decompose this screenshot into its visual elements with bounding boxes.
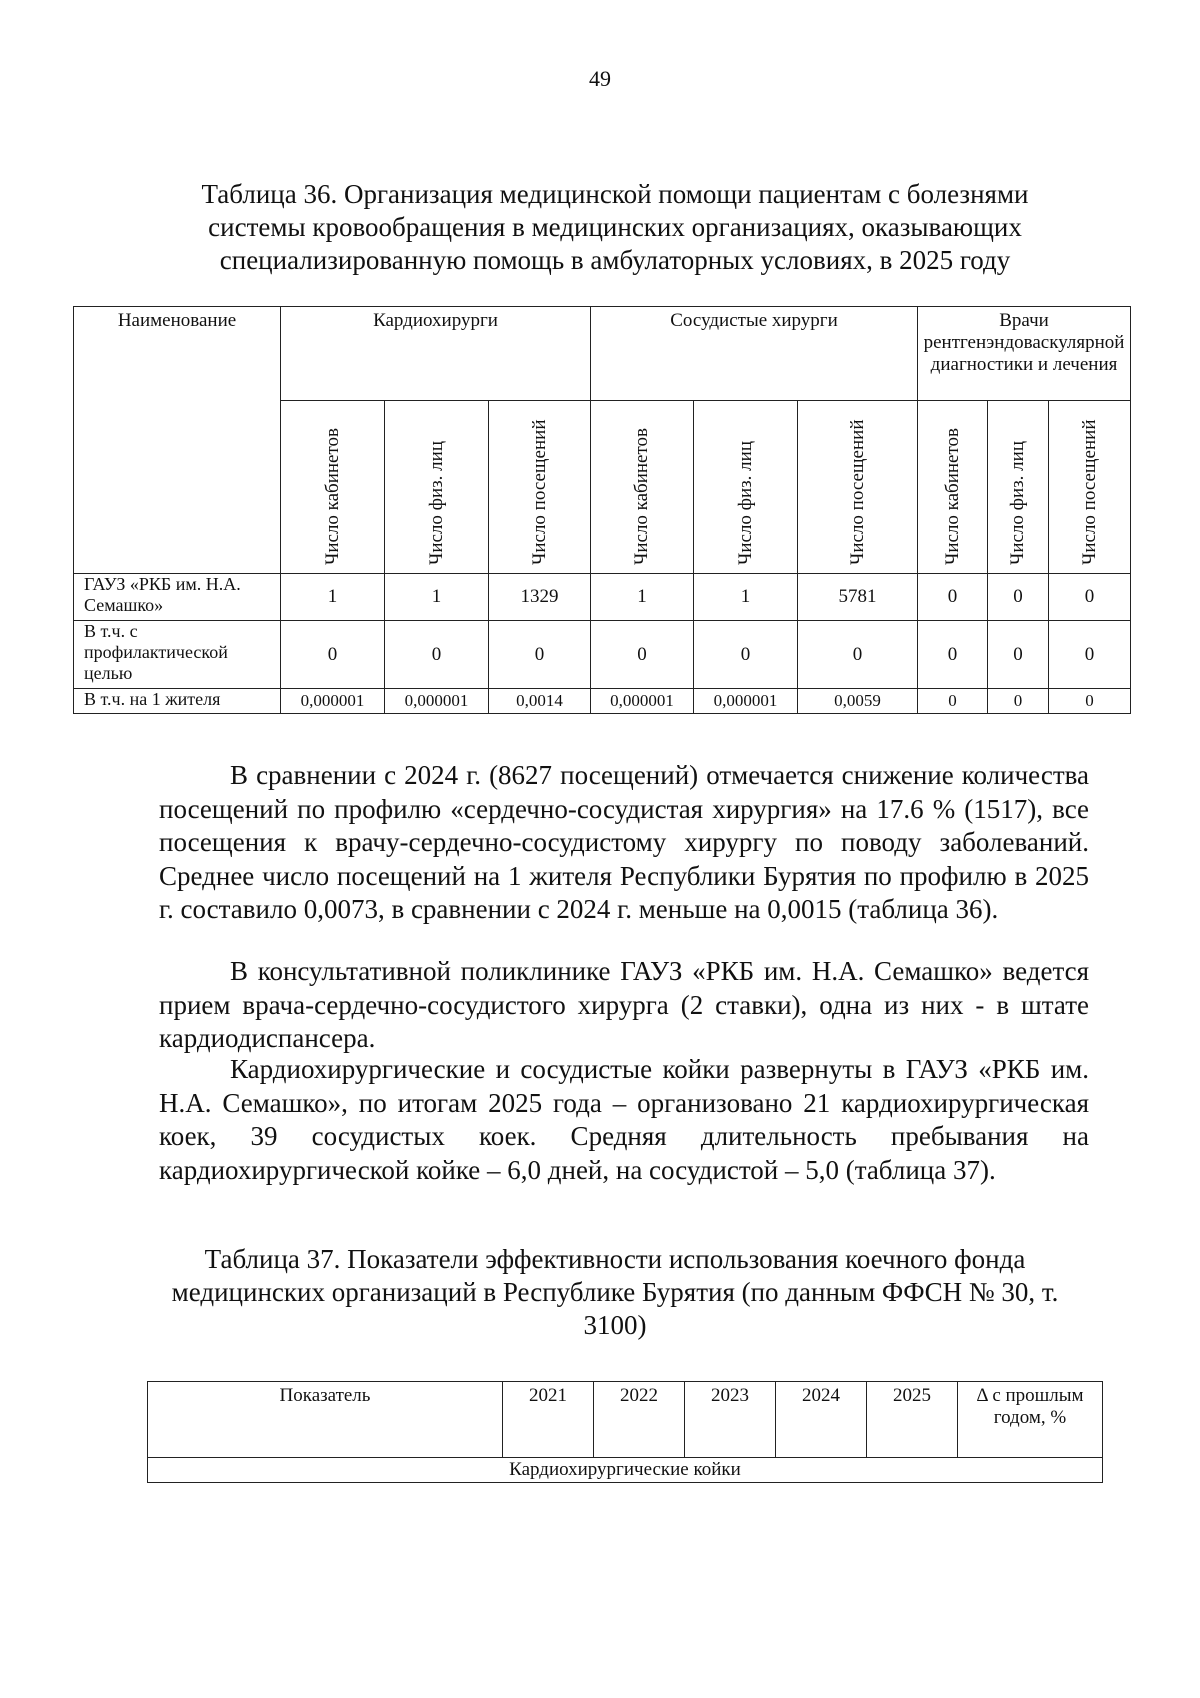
table-cell: 0 xyxy=(1049,574,1131,621)
table-cell: 5781 xyxy=(798,574,918,621)
paragraph xyxy=(159,759,1089,927)
table-section-row xyxy=(148,1458,1103,1483)
table-header-row xyxy=(148,1382,1103,1458)
row-label: В т.ч. с профилактической целью xyxy=(74,621,281,689)
table-cell: 0 xyxy=(1049,621,1131,689)
table-cell: 0 xyxy=(591,621,694,689)
col-header: Δ с прошлым годом, % xyxy=(958,1382,1103,1458)
col-header: 2022 xyxy=(594,1382,685,1458)
table-cell: 1 xyxy=(281,574,385,621)
subcol-header: Число физ. лиц xyxy=(694,401,798,574)
table-36-caption: Таблица 36. Организация медицинской помощи пациентам с болезнями системы кровообращения в медицинских организациях, оказывающих специализированную помощь в амбулаторных условиях, в 2025 году xyxy=(201,179,1029,275)
table-cell: 0 xyxy=(281,621,385,689)
table-cell: 1329 xyxy=(489,574,591,621)
table-cell: 0,000001 xyxy=(281,689,385,714)
table-cell: 1 xyxy=(385,574,489,621)
table-cell: 0 xyxy=(918,574,988,621)
table-cell: 1 xyxy=(591,574,694,621)
table-cell: 0 xyxy=(918,689,988,714)
paragraph xyxy=(159,1053,1089,1187)
section-label: Кардиохирургические койки xyxy=(148,1458,1103,1483)
table-37-caption: Таблица 37. Показатели эффективности использования коечного фонда медицинских организаций в Республике Бурятия (по данным ФФСН № 30, т. 3100) xyxy=(171,1244,1059,1340)
subcol-header: Число кабинетов xyxy=(281,401,385,574)
subcol-header: Число кабинетов xyxy=(918,401,988,574)
subcol-header: Число посещений xyxy=(489,401,591,574)
col-header: 2024 xyxy=(776,1382,867,1458)
table-cell: 0 xyxy=(918,621,988,689)
table-cell: 0,0014 xyxy=(489,689,591,714)
table-cell: 0 xyxy=(988,689,1049,714)
paragraph xyxy=(159,955,1089,1056)
table-36 xyxy=(73,306,1131,714)
table-cell: 0 xyxy=(385,621,489,689)
table-row xyxy=(74,574,1131,621)
col-header: 2023 xyxy=(685,1382,776,1458)
subcol-header: Число кабинетов xyxy=(591,401,694,574)
table-cell: 1 xyxy=(694,574,798,621)
table-row xyxy=(74,621,1131,689)
group-header-cardiosurgeons: Кардиохирурги xyxy=(281,307,591,401)
col-header: 2021 xyxy=(503,1382,594,1458)
paragraph-text: В консультативной поликлинике ГАУЗ «РКБ им. Н.А. Семашко» ведется прием врача-сердечно-сосудистого хирурга (2 ставки), одна из них - в штате кардиодиспансера. xyxy=(159,956,1089,1053)
table-cell: 0,000001 xyxy=(591,689,694,714)
paragraph-text: В сравнении с 2024 г. (8627 посещений) отмечается снижение количества посещений по профилю «сердечно-сосудистая хирургия» на 17.6 % (1517), все посещения к врачу-сердечно-сосудистому хирургу по поводу заболеваний. Среднее число посещений на 1 жителя Республики Бурятия по профилю в 2025 г. составило 0,0073, в сравнении с 2024 г. меньше на 0,0015 (таблица 36). xyxy=(159,760,1089,924)
table-row xyxy=(74,689,1131,714)
row-label: ГАУЗ «РКБ им. Н.А. Семашко» xyxy=(74,574,281,621)
row-label: В т.ч. на 1 жителя xyxy=(74,689,281,714)
page-number: 49 xyxy=(589,66,611,91)
subcol-header: Число посещений xyxy=(1049,401,1131,574)
table-cell: 0,000001 xyxy=(694,689,798,714)
subcol-header: Число посещений xyxy=(798,401,918,574)
table-37 xyxy=(147,1381,1103,1483)
table-cell: 0,0059 xyxy=(798,689,918,714)
table-cell: 0 xyxy=(1049,689,1131,714)
col-header: Показатель xyxy=(148,1382,503,1458)
subcol-header: Число физ. лиц xyxy=(988,401,1049,574)
table-cell: 0 xyxy=(988,621,1049,689)
table-cell: 0,000001 xyxy=(385,689,489,714)
group-header-vascular-surgeons: Сосудистые хирурги xyxy=(591,307,918,401)
group-header-endovascular: Врачи рентгенэндоваскулярной диагностики и лечения xyxy=(918,307,1131,401)
col-header-name: Наименование xyxy=(74,307,281,574)
table-cell: 0 xyxy=(988,574,1049,621)
table-cell: 0 xyxy=(489,621,591,689)
table-cell: 0 xyxy=(798,621,918,689)
subcol-header: Число физ. лиц xyxy=(385,401,489,574)
col-header: 2025 xyxy=(867,1382,958,1458)
table-cell: 0 xyxy=(694,621,798,689)
paragraph-text: Кардиохирургические и сосудистые койки развернуты в ГАУЗ «РКБ им. Н.А. Семашко», по итогам 2025 года – организовано 21 кардиохирургическая коек, 39 сосудистых коек. Средняя длительность пребывания на кардиохирургической койке – 6,0 дней, на сосудистой – 5,0 (таблица 37). xyxy=(159,1054,1089,1185)
